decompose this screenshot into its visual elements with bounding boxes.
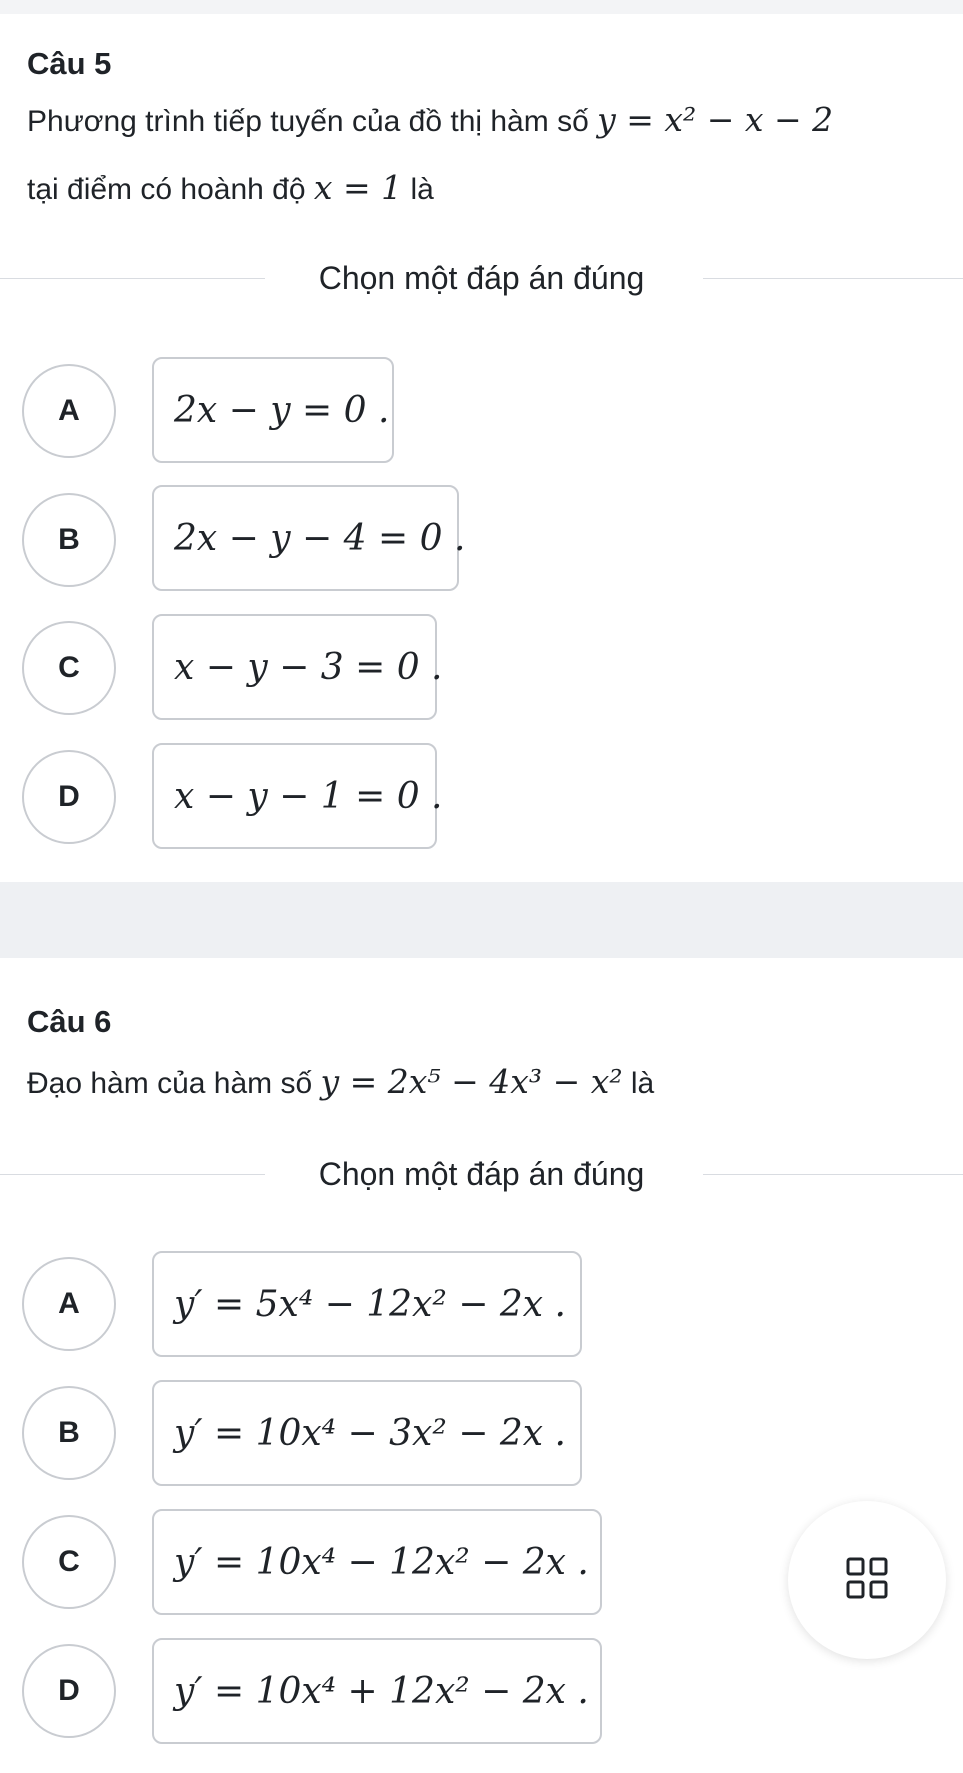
top-status-strip bbox=[0, 0, 963, 14]
function-formula: y = x² − x − 2 bbox=[597, 100, 834, 139]
grid-icon bbox=[845, 1556, 889, 1605]
option-a-answer[interactable]: y′ = 5x⁴ − 12x² − 2x . bbox=[152, 1251, 582, 1357]
option-b-radio[interactable]: B bbox=[22, 1386, 116, 1480]
question-text-line-1: Đạo hàm của hàm số y = 2x⁵ − 4x³ − x² là bbox=[27, 1062, 655, 1101]
choose-answer-divider bbox=[0, 1154, 963, 1194]
divider-line-right bbox=[703, 1174, 963, 1175]
question-separator bbox=[0, 882, 963, 958]
choose-answer-label: Chọn một đáp án đúng bbox=[318, 260, 645, 296]
option-b-answer[interactable]: y′ = 10x⁴ − 3x² − 2x . bbox=[152, 1380, 582, 1486]
option-a-radio[interactable]: A bbox=[22, 1257, 116, 1351]
choose-answer-divider bbox=[0, 258, 963, 298]
option-b-answer[interactable]: 2x − y − 4 = 0 . bbox=[152, 485, 459, 591]
option-c-radio[interactable]: C bbox=[22, 1515, 116, 1609]
option-d-answer[interactable]: y′ = 10x⁴ + 12x² − 2x . bbox=[152, 1638, 602, 1744]
option-c-radio[interactable]: C bbox=[22, 621, 116, 715]
option-c-answer[interactable]: x − y − 3 = 0 . bbox=[152, 614, 437, 720]
question-text-line-2: tại điểm có hoành độ x = 1 là bbox=[27, 168, 434, 207]
option-d-radio[interactable]: D bbox=[22, 1644, 116, 1738]
divider-line-right bbox=[703, 278, 963, 279]
choose-answer-label: Chọn một đáp án đúng bbox=[318, 1156, 645, 1192]
question-title: Câu 6 bbox=[27, 1004, 112, 1039]
option-b-radio[interactable]: B bbox=[22, 493, 116, 587]
option-d-radio[interactable]: D bbox=[22, 750, 116, 844]
option-c-answer[interactable]: y′ = 10x⁴ − 12x² − 2x . bbox=[152, 1509, 602, 1615]
option-a-radio[interactable]: A bbox=[22, 364, 116, 458]
question-grid-button[interactable] bbox=[788, 1501, 946, 1659]
option-d-answer[interactable]: x − y − 1 = 0 . bbox=[152, 743, 437, 849]
option-a-answer[interactable]: 2x − y = 0 . bbox=[152, 357, 394, 463]
point-abscissa: x = 1 bbox=[313, 168, 403, 207]
question-text-line-1: Phương trình tiếp tuyến của đồ thị hàm số y = x² − x − 2 bbox=[27, 100, 834, 139]
question-title: Câu 5 bbox=[27, 46, 112, 81]
function-formula: y = 2x⁵ − 4x³ − x² bbox=[320, 1062, 623, 1101]
